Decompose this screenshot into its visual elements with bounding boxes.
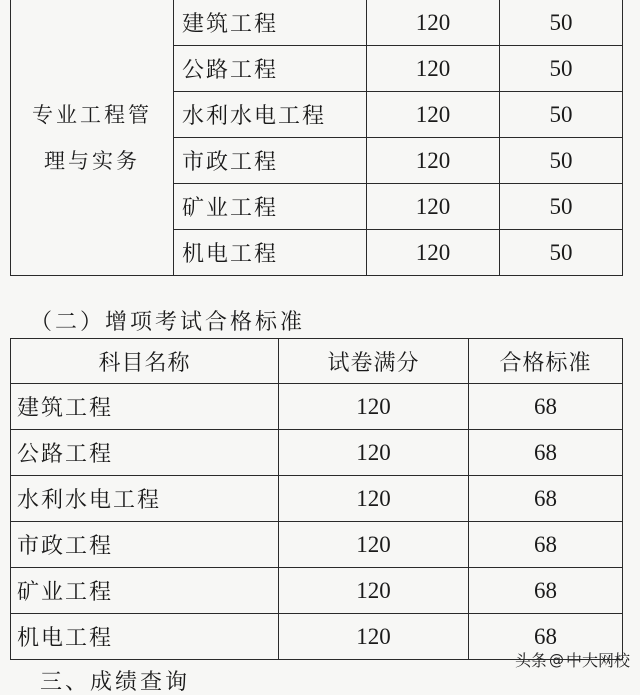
watermark-prefix: 头条 bbox=[514, 651, 547, 670]
subject-cell: 水利水电工程 bbox=[174, 92, 367, 138]
table-additional-exam bbox=[10, 338, 623, 660]
watermark-at: @ bbox=[548, 650, 564, 669]
subject-cell: 水利水电工程 bbox=[11, 476, 279, 522]
subject-cell: 机电工程 bbox=[11, 614, 279, 660]
table-row bbox=[11, 568, 623, 614]
section-title: （二）增项考试合格标准 bbox=[30, 310, 306, 335]
watermark bbox=[515, 648, 630, 671]
full-score-cell: 120 bbox=[367, 92, 500, 138]
full-score-cell: 120 bbox=[367, 46, 500, 92]
header-subject-name: 科目名称 bbox=[11, 339, 279, 384]
pass-score-cell: 68 bbox=[469, 614, 623, 660]
subject-cell: 矿业工程 bbox=[174, 184, 367, 230]
table-row bbox=[11, 430, 623, 476]
next-section-title-partial: 三、成绩查询 bbox=[40, 670, 191, 695]
subject-cell: 市政工程 bbox=[11, 522, 279, 568]
full-score-cell: 120 bbox=[279, 614, 469, 660]
watermark-account: 中大网校 bbox=[565, 651, 630, 670]
category-cell bbox=[11, 0, 174, 276]
full-score-cell: 120 bbox=[279, 522, 469, 568]
full-score-cell: 120 bbox=[367, 184, 500, 230]
category-line-2: 理与实务 bbox=[44, 148, 140, 173]
subject-cell: 矿业工程 bbox=[11, 568, 279, 614]
full-score-cell: 120 bbox=[367, 0, 500, 46]
category-line-1: 专业工程管 bbox=[32, 102, 152, 127]
header-pass-standard: 合格标准 bbox=[469, 339, 623, 384]
full-score-cell: 120 bbox=[279, 476, 469, 522]
pass-score-cell: 50 bbox=[500, 0, 623, 46]
subject-cell: 建筑工程 bbox=[174, 0, 367, 46]
pass-score-cell: 50 bbox=[500, 46, 623, 92]
pass-score-cell: 68 bbox=[469, 430, 623, 476]
pass-score-cell: 68 bbox=[469, 384, 623, 430]
pass-score-cell: 50 bbox=[500, 92, 623, 138]
table-first-batch bbox=[10, 0, 623, 276]
full-score-cell: 120 bbox=[367, 138, 500, 184]
full-score-cell: 120 bbox=[279, 430, 469, 476]
pass-score-cell: 68 bbox=[469, 568, 623, 614]
pass-score-cell: 50 bbox=[500, 230, 623, 276]
table-row bbox=[11, 0, 623, 46]
table-row bbox=[11, 384, 623, 430]
subject-cell: 公路工程 bbox=[11, 430, 279, 476]
pass-score-cell: 68 bbox=[469, 476, 623, 522]
table-header-row bbox=[11, 339, 623, 384]
pass-score-cell: 50 bbox=[500, 184, 623, 230]
subject-cell: 建筑工程 bbox=[11, 384, 279, 430]
table-row bbox=[11, 476, 623, 522]
pass-score-cell: 68 bbox=[469, 522, 623, 568]
pass-score-cell: 50 bbox=[500, 138, 623, 184]
full-score-cell: 120 bbox=[367, 230, 500, 276]
subject-cell: 机电工程 bbox=[174, 230, 367, 276]
full-score-cell: 120 bbox=[279, 568, 469, 614]
header-full-score: 试卷满分 bbox=[279, 339, 469, 384]
table-row bbox=[11, 522, 623, 568]
subject-cell: 公路工程 bbox=[174, 46, 367, 92]
full-score-cell: 120 bbox=[279, 384, 469, 430]
subject-cell: 市政工程 bbox=[174, 138, 367, 184]
